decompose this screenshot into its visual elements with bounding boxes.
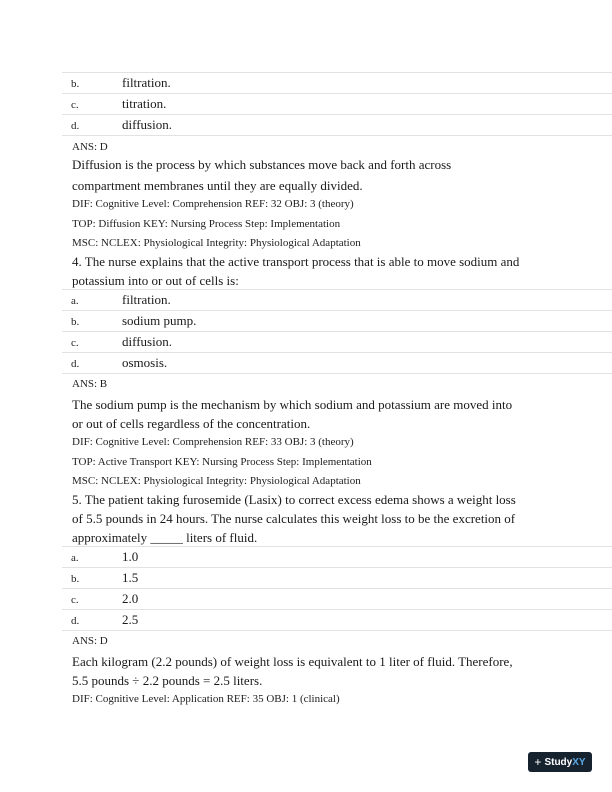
q4-msc: MSC: NCLEX: Physiological Integrity: Physiological Adaptation [72,475,361,487]
option-letter: b. [71,78,80,90]
q4-rationale-line-1: The sodium pump is the mechanism by which sodium and potassium are moved into [72,397,513,412]
q5-rationale-line-1: Each kilogram (2.2 pounds) of weight loss is equivalent to 1 liter of fluid. Therefore, [72,654,513,669]
option-letter: d. [71,120,80,132]
q3-option-b [62,72,612,93]
q4-answer: ANS: B [72,378,108,390]
q4-top: TOP: Active Transport KEY: Nursing Process Step: Implementation [72,456,372,468]
option-letter: a. [71,295,79,307]
option-text: filtration. [122,75,171,90]
q4-stem-line-2: potassium into or out of cells is: [72,273,239,288]
q5-answer: ANS: D [72,635,108,647]
option-text: diffusion. [122,334,172,349]
q3-rationale-line-2: compartment membranes until they are equally divided. [72,178,363,193]
q5-option-a [62,546,612,567]
option-text: filtration. [122,292,171,307]
q4-stem-line-1: 4. The nurse explains that the active transport process that is able to move sodium and [72,254,520,269]
q4-option-b [62,310,612,331]
option-text: 1.5 [122,570,139,585]
q4-rationale-line-2: or out of cells regardless of the concentration. [72,416,311,431]
q5-option-d [62,609,612,631]
option-letter: a. [71,552,79,564]
option-letter: d. [71,358,80,370]
q3-rationale-line-1: Diffusion is the process by which substances move back and forth across [72,157,452,172]
brand-name-accent: XY [572,756,586,768]
option-text: osmosis. [122,355,168,370]
option-letter: c. [71,99,79,111]
q4-option-d [62,352,612,374]
option-letter: c. [71,594,79,606]
q5-stem-line-1: 5. The patient taking furosemide (Lasix) to correct excess edema shows a weight loss [72,492,516,507]
option-letter: c. [71,337,79,349]
option-text: 2.0 [122,591,139,606]
q5-dif: DIF: Cognitive Level: Application REF: 35 OBJ: 1 (clinical) [72,693,340,705]
q3-top: TOP: Diffusion KEY: Nursing Process Step: Implementation [72,218,341,230]
plus-icon: + [534,755,542,769]
q4-option-c [62,331,612,352]
option-text: diffusion. [122,117,172,132]
q4-dif: DIF: Cognitive Level: Comprehension REF: 33 OBJ: 3 (theory) [72,436,354,448]
option-text: sodium pump. [122,313,197,328]
q5-rationale-line-2: 5.5 pounds ÷ 2.2 pounds = 2.5 liters. [72,673,263,688]
option-text: 1.0 [122,549,139,564]
studyxy-logo[interactable] [528,752,592,772]
q5-option-b [62,567,612,588]
q3-msc: MSC: NCLEX: Physiological Integrity: Physiological Adaptation [72,237,361,249]
option-text: titration. [122,96,167,111]
q3-option-c [62,93,612,114]
q3-answer: ANS: D [72,141,108,153]
q4-option-a [62,289,612,310]
option-text: 2.5 [122,612,139,627]
option-letter: b. [71,573,80,585]
q3-dif: DIF: Cognitive Level: Comprehension REF: 32 OBJ: 3 (theory) [72,198,354,210]
q5-stem-line-2: of 5.5 pounds in 24 hours. The nurse calculates this weight loss to be the excretion of [72,511,516,526]
q5-option-c [62,588,612,609]
brand-name: Study [544,756,573,768]
q5-stem-line-3: approximately _____ liters of fluid. [72,530,258,545]
option-letter: d. [71,615,80,627]
q3-option-d [62,114,612,136]
option-letter: b. [71,316,80,328]
